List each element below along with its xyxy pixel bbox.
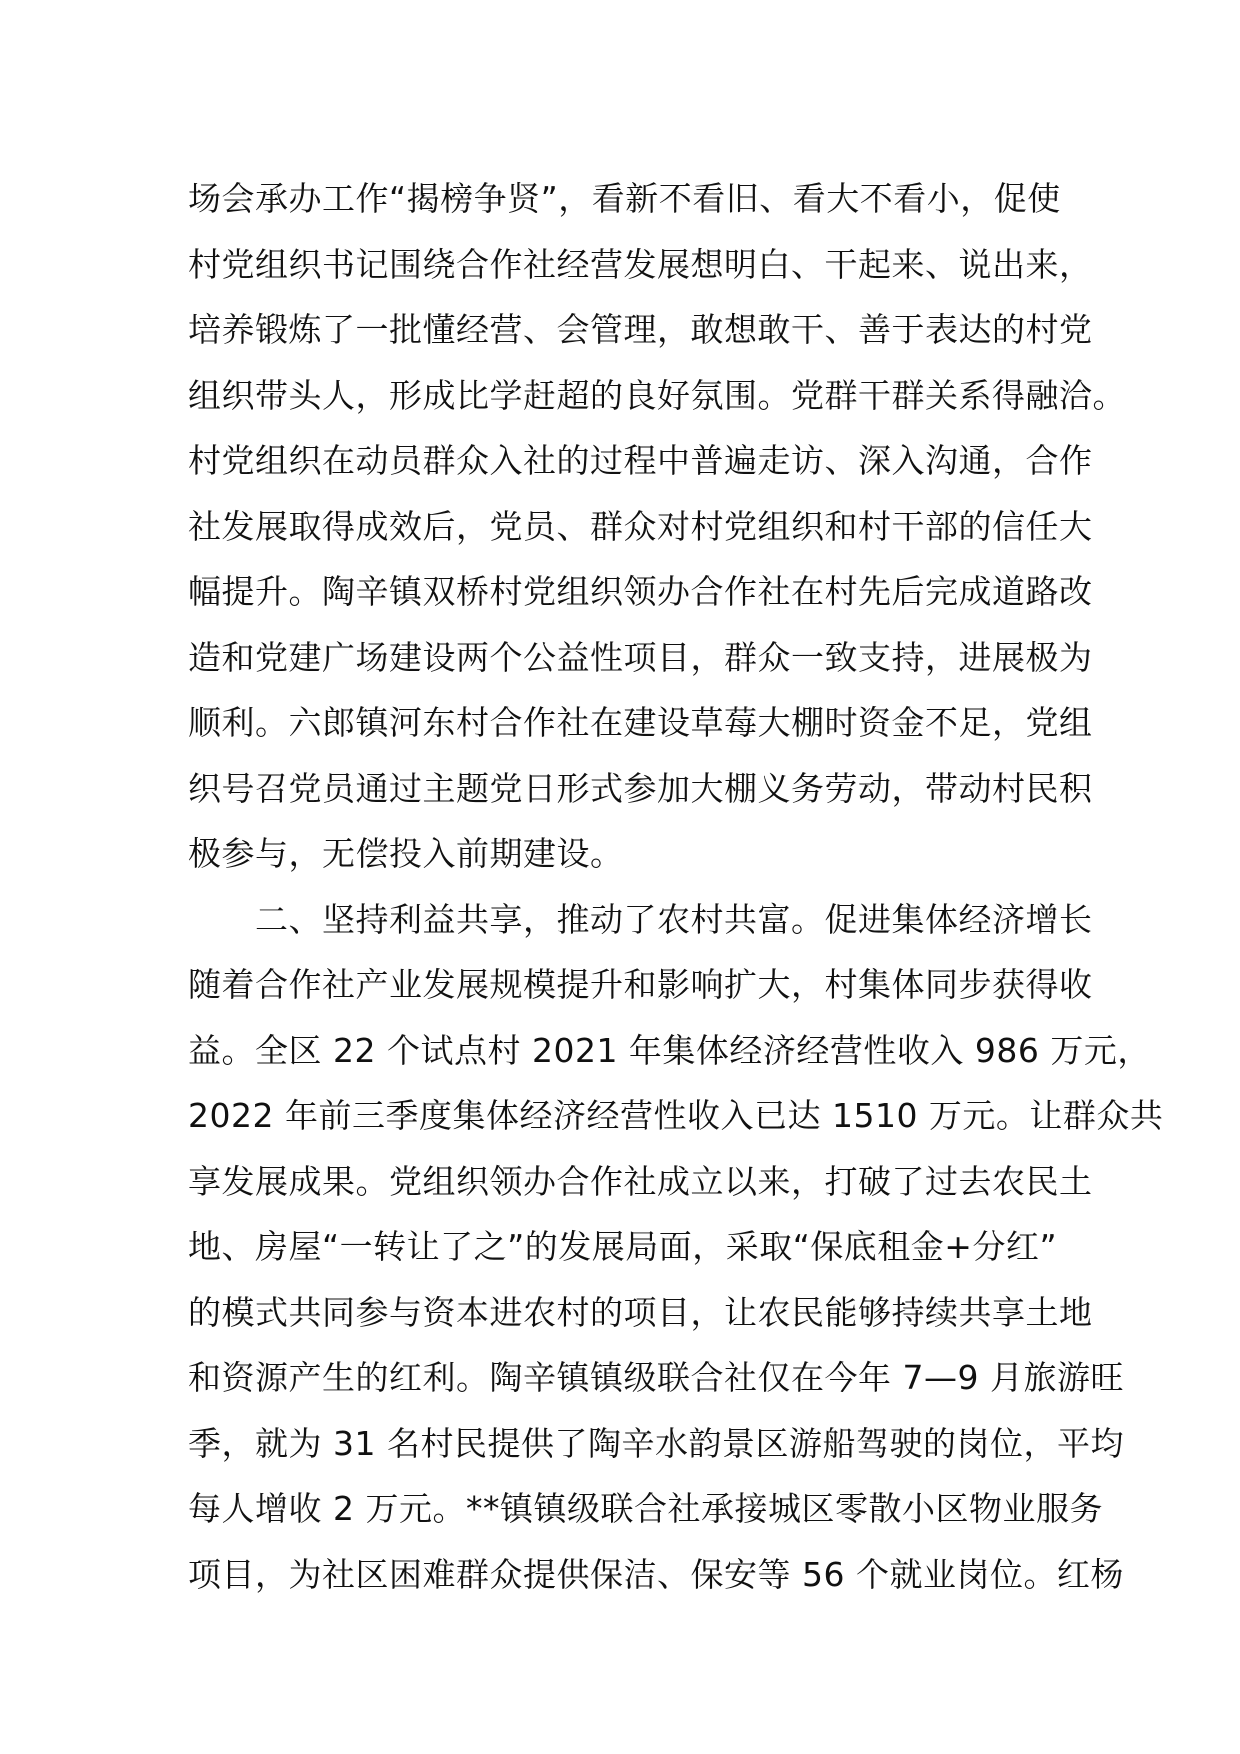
text-line: 地、房屋“一转让了之”的发展局面，采取“保底租金+分红” (188, 1227, 1058, 1266)
text-line: 的模式共同参与资本进农村的项目，让农民能够持续共享土地 (188, 1292, 1093, 1332)
text-line: 每人增收 2 万元。**镇镇级联合社承接城区零散小区物业服务 (188, 1489, 1103, 1528)
text-line: 场会承办工作“揭榜争贤”，看新不看旧、看大不看小，促使 (188, 179, 1061, 218)
text-line: 顺利。六郎镇河东村合作社在建设草莓大棚时资金不足，党组 (188, 703, 1093, 742)
text-line: 享发展成果。党组织领办合作社成立以来，打破了过去农民土 (188, 1161, 1093, 1201)
text-line: 2022 年前三季度集体经济经营性收入已达 1510 万元。让群众共 (188, 1096, 1164, 1135)
text-line: 随着合作社产业发展规模提升和影响扩大，村集体同步获得收 (188, 965, 1093, 1004)
text-line: 极参与，无偿投入前期建设。 (188, 834, 624, 873)
text-line: 组织带头人，形成比学赶超的良好氛围。党群干群关系得融洽。 (188, 375, 1126, 415)
text-line: 村党组织在动员群众入社的过程中普遍走访、深入沟通，合作 (188, 441, 1093, 480)
text-line: 和资源产生的红利。陶辛镇镇级联合社仅在今年 7—9 月旅游旺 (188, 1358, 1124, 1397)
text-line: 项目，为社区困难群众提供保洁、保安等 56 个就业岗位。红杨 (188, 1554, 1124, 1594)
text-line: 益。全区 22 个试点村 2021 年集体经济经营性收入 986 万元， (188, 1030, 1151, 1070)
text-line: 社发展取得成效后，党员、群众对村党组织和村干部的信任大 (188, 506, 1093, 546)
text-line: 村党组织书记围绕合作社经营发展想明白、干起来、说出来， (188, 244, 1093, 284)
section-heading-line: 二、坚持利益共享，推动了农村共富。促进集体经济增长 (188, 899, 1093, 939)
text-line: 培养锻炼了一批懂经营、会管理，敢想敢干、善于表达的村党 (188, 310, 1093, 349)
text-line: 造和党建广场建设两个公益性项目，群众一致支持，进展极为 (188, 637, 1093, 677)
text-line: 幅提升。陶辛镇双桥村党组织领办合作社在村先后完成道路改 (188, 572, 1093, 611)
body-text (188, 166, 1164, 1607)
text-line: 织号召党员通过主题党日形式参加大棚义务劳动，带动村民积 (188, 768, 1093, 808)
text-line: 季，就为 31 名村民提供了陶辛水韵景区游船驾驶的岗位，平均 (188, 1423, 1124, 1463)
